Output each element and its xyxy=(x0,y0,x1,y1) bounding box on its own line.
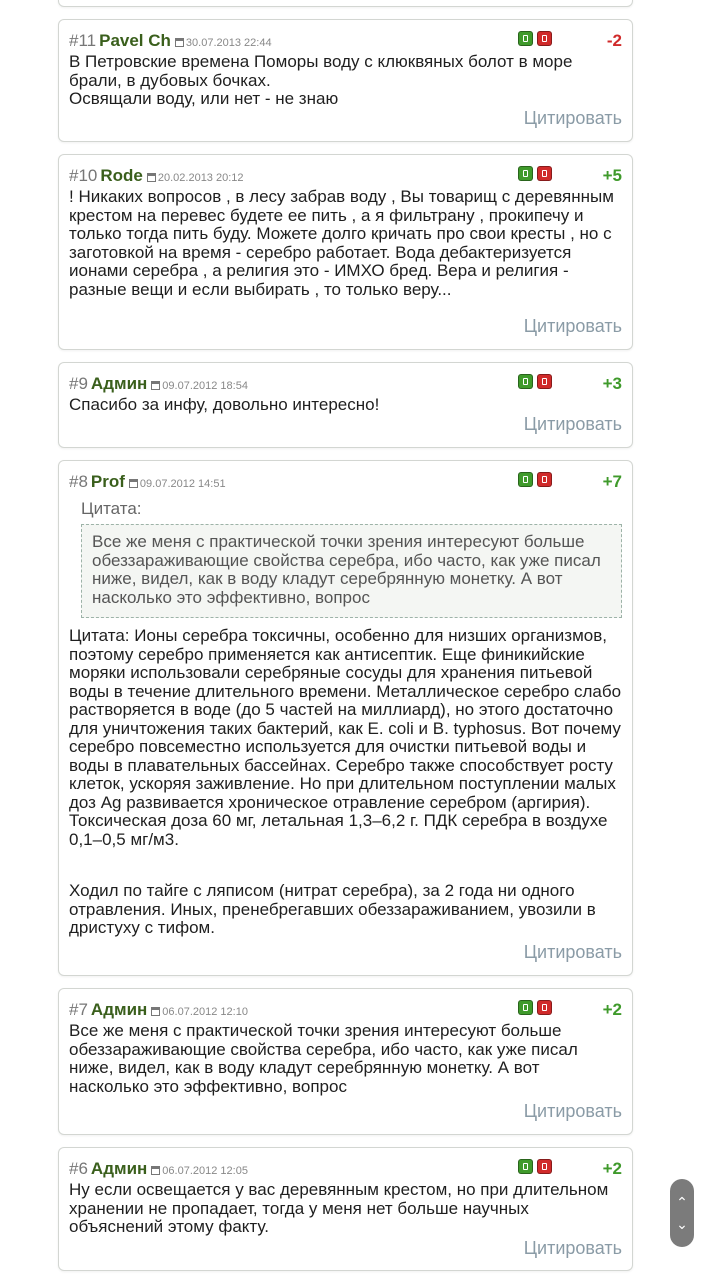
calendar-icon xyxy=(151,381,160,390)
comment-header xyxy=(69,1158,622,1180)
thumbs-down-icon[interactable] xyxy=(537,374,552,389)
chevron-down-icon[interactable]: ⌄ xyxy=(676,1216,688,1232)
comment-author[interactable]: Админ xyxy=(90,1000,148,1019)
comment-score: +2 xyxy=(602,1159,622,1178)
calendar-icon xyxy=(129,479,138,488)
thumbs-up-icon[interactable] xyxy=(518,374,533,389)
comment-author[interactable]: Rode xyxy=(100,166,143,185)
comment-text: В Петровские времена Поморы воду с клюквяных болот в море брали, в дубовых бочках. Освящали воду, или нет - не знаю xyxy=(69,52,573,108)
thumbs-up-icon[interactable] xyxy=(518,1000,533,1015)
thumbs-down-icon[interactable] xyxy=(537,472,552,487)
comment-text: Ну если освещается у вас деревянным крестом, но при длительном хранении не пропадает, тогда у меня нет больше научных объяснений этому факту. xyxy=(69,1180,609,1236)
quote-block: Все же меня с практической точки зрения интересуют больше обеззараживающие свойства серебра, ибо часто, как уже писал ниже, видел, как в воду кладут серебрянную монетку. А вот насколько это эффективно, вопрос xyxy=(81,524,622,618)
comment-card xyxy=(58,988,633,1135)
quote-button[interactable]: Цитировать xyxy=(523,316,622,336)
vote-buttons xyxy=(514,31,552,53)
thumbs-up-icon[interactable] xyxy=(518,166,533,181)
calendar-icon xyxy=(175,38,184,47)
comment-text-continued: Ходил по тайге с ляписом (нитрат серебра), за 2 года ни одного отравления. Иных, пренебрегавших обеззараживанием, увозили в дристуху с тифом. xyxy=(69,881,596,937)
comment-number: #9 xyxy=(69,374,88,393)
thumbs-down-icon[interactable] xyxy=(537,1159,552,1174)
scroll-widget[interactable] xyxy=(670,1179,694,1247)
calendar-icon xyxy=(151,1166,160,1175)
thumbs-down-icon[interactable] xyxy=(537,31,552,46)
comment-card xyxy=(58,460,633,976)
comment-header xyxy=(69,471,622,493)
comment-score: +2 xyxy=(602,1000,622,1019)
calendar-icon xyxy=(151,1007,160,1016)
comment-date: 09.07.2012 18:54 xyxy=(162,380,248,392)
comment-author[interactable]: Prof xyxy=(90,472,125,491)
vote-buttons xyxy=(514,1000,552,1022)
comment-number: #6 xyxy=(69,1159,88,1178)
comment-date: 06.07.2012 12:05 xyxy=(162,1165,248,1177)
comment-number: #7 xyxy=(69,1000,88,1019)
comment-header xyxy=(69,373,622,395)
thumbs-down-icon[interactable] xyxy=(537,1000,552,1015)
calendar-icon xyxy=(147,173,156,182)
comment-author[interactable]: Админ xyxy=(90,1159,148,1178)
comment-text: ! Никаких вопросов , в лесу забрав воду , Вы товарищ с деревянным крестом на перевес будете ее пить , а я фильтрану , прокипечу и только тогда пить буду. Можете долго кричать про свои кресты , но с заготовкой на время - серебро работает. Вода дебактеризуется ионами серебра , а религия это - ИМХО бред. Вера и религия - разные вещи и если выбирать , то только веру... xyxy=(69,187,614,299)
comment-date: 20.02.2013 20:12 xyxy=(157,172,244,184)
thumbs-down-icon[interactable] xyxy=(537,166,552,181)
comment-header xyxy=(69,999,622,1021)
quote-label: Цитата: xyxy=(81,499,142,518)
comment-score: -2 xyxy=(606,31,622,50)
comment-number: #8 xyxy=(69,472,88,491)
comment-author[interactable]: Pavel Ch xyxy=(99,31,171,50)
comment-card xyxy=(58,1147,633,1271)
vote-buttons xyxy=(514,166,552,188)
comment-header xyxy=(69,30,622,52)
comment-author[interactable]: Админ xyxy=(90,374,148,393)
comment-date: 09.07.2012 14:51 xyxy=(139,478,226,490)
comment-date: 06.07.2012 12:10 xyxy=(162,1006,248,1018)
quote-button[interactable]: Цитировать xyxy=(523,942,622,962)
quote-button[interactable]: Цитировать xyxy=(523,1101,622,1121)
comment-number: #11 xyxy=(69,31,97,50)
comment-score: +7 xyxy=(602,472,622,491)
chevron-up-icon[interactable]: ⌃ xyxy=(676,1194,688,1210)
comment-text: Цитата: Ионы серебра токсичны, особенно для низших организмов, поэтому серебро применяется как антисептик. Еще финикийские моряки использовали серебряные сосуды для хранения питьевой воды в течение длительного времени. Металлическое серебро слабо растворяется в воде (до 5 частей на миллиард), но этого достаточно для уничтожения таких бактерий, как E. coli и B. typhosus. Вот почему серебро повсеместно используется для очистки питьевой воды и воды в плавательных бассейнах. Серебро также способствует росту клеток, ускоряя заживление. Но при длительном поступлении малых доз Ag развивается хроническое отравление серебром (аргирия). Токсическая доза 60 мг, летальная 1,3–6,2 г. ПДК серебра в воздухе 0,1–0,5 мг/м3. xyxy=(69,626,622,849)
thumbs-up-icon[interactable] xyxy=(518,1159,533,1174)
vote-buttons xyxy=(514,472,552,494)
comment-text: Все же меня с практической точки зрения интересуют больше обеззараживающие свойства серебра, ибо часто, как уже писал ниже, видел, как в воду кладут серебрянную монетку. А вот насколько это эффективно, вопрос xyxy=(69,1021,578,1096)
quote-button[interactable]: Цитировать xyxy=(523,414,622,434)
comment-number: #10 xyxy=(69,166,98,185)
vote-buttons xyxy=(514,374,552,396)
comment-score: +5 xyxy=(602,166,622,185)
vote-buttons xyxy=(514,1159,552,1181)
comment-text: Спасибо за инфу, довольно интересно! xyxy=(69,395,380,414)
comment-header xyxy=(69,165,622,187)
comment-score: +3 xyxy=(602,374,622,393)
comment-card xyxy=(58,19,633,142)
thumbs-up-icon[interactable] xyxy=(518,31,533,46)
comment-card xyxy=(58,154,633,350)
quote-button[interactable]: Цитировать xyxy=(523,1238,622,1258)
comment-card-previous xyxy=(58,0,633,7)
comment-date: 30.07.2013 22:44 xyxy=(185,37,272,49)
quote-button[interactable]: Цитировать xyxy=(523,108,622,128)
comment-card xyxy=(58,362,633,448)
thumbs-up-icon[interactable] xyxy=(518,472,533,487)
